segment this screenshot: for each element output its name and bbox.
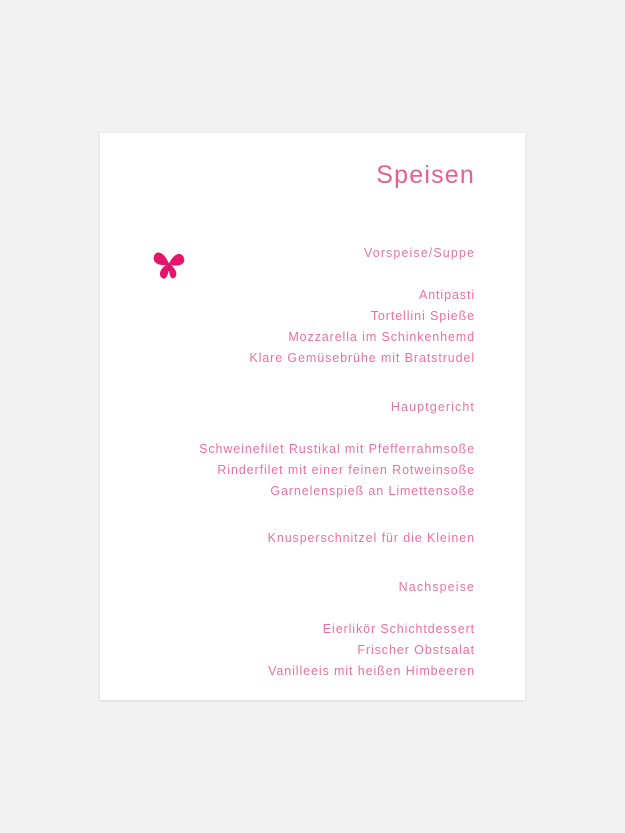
list-item: Klare Gemüsebrühe mit Bratstrudel bbox=[249, 351, 475, 365]
list-item: Tortellini Spieße bbox=[370, 309, 475, 323]
list-item: Antipasti bbox=[418, 288, 475, 302]
section-nachspeise bbox=[145, 577, 475, 682]
spacer bbox=[145, 597, 475, 619]
section-hauptgericht bbox=[145, 397, 475, 549]
list-item: Vanilleeis mit heißen Himbeeren bbox=[268, 664, 475, 678]
list-item: Mozzarella im Schinkenhemd bbox=[288, 330, 475, 344]
spacer bbox=[145, 369, 475, 397]
spacer bbox=[145, 417, 475, 439]
section-heading-hauptgericht: Hauptgericht bbox=[390, 400, 475, 414]
spacer bbox=[145, 502, 475, 528]
list-item: Rinderfilet mit einer feinen Rotweinsoße bbox=[217, 463, 475, 477]
spacer bbox=[145, 549, 475, 577]
section-heading-vorspeise: Vorspeise/Suppe bbox=[363, 246, 475, 260]
page-title: Speisen bbox=[376, 161, 475, 189]
section-heading-nachspeise: Nachspeise bbox=[398, 580, 475, 594]
list-item: Garnelenspieß an Limettensoße bbox=[270, 484, 475, 498]
spacer bbox=[145, 263, 475, 285]
menu-content bbox=[145, 243, 475, 682]
menu-card bbox=[100, 133, 525, 700]
list-item: Knusperschnitzel für die Kleinen bbox=[267, 531, 475, 545]
list-item: Frischer Obstsalat bbox=[357, 643, 475, 657]
section-vorspeise bbox=[145, 243, 475, 369]
list-item: Schweinefilet Rustikal mit Pfefferrahmsoße bbox=[199, 442, 475, 456]
list-item: Eierlikör Schichtdessert bbox=[322, 622, 475, 636]
